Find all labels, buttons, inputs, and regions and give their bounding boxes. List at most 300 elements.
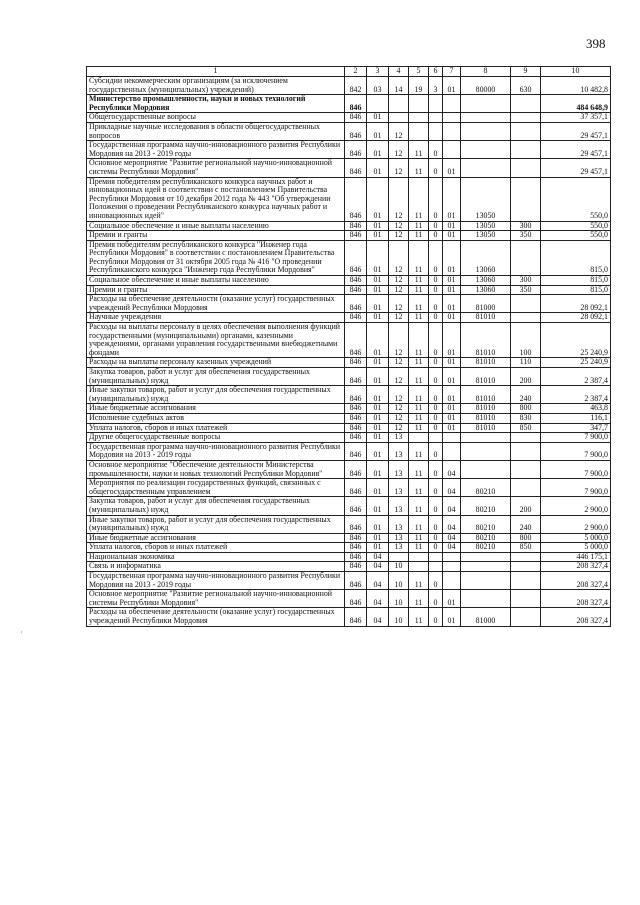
header-col-2: 2 xyxy=(345,67,367,77)
row-activity-code: 01 xyxy=(443,276,461,286)
row-subprogram-code: 0 xyxy=(429,386,443,404)
header-col-9: 9 xyxy=(511,67,541,77)
page-number: 398 xyxy=(586,36,606,51)
row-name: Мероприятия по реализации государственных функций, связанных с общегосударственным управлением xyxy=(87,479,345,497)
row-amount: 28 092,1 xyxy=(541,295,611,313)
row-ministry-code: 846 xyxy=(345,221,367,231)
row-amount: 550,0 xyxy=(541,231,611,241)
row-subprogram-code: 0 xyxy=(429,313,443,323)
row-amount: 25 240,9 xyxy=(541,323,611,358)
row-amount: 208 327,4 xyxy=(541,562,611,572)
budget-table-container xyxy=(86,66,611,627)
table-row xyxy=(87,240,611,275)
row-target-code: 80210 xyxy=(461,479,511,497)
row-target-code: 81010 xyxy=(461,313,511,323)
row-target-code xyxy=(461,590,511,608)
row-target-code xyxy=(461,442,511,460)
row-subprogram-code: 0 xyxy=(429,590,443,608)
table-row xyxy=(87,295,611,313)
row-amount: 7 900,0 xyxy=(541,433,611,443)
row-subprogram-code: 0 xyxy=(429,177,443,221)
row-activity-code: 01 xyxy=(443,423,461,433)
table-row xyxy=(87,590,611,608)
row-target-code xyxy=(461,433,511,443)
row-section-code: 04 xyxy=(367,552,389,562)
row-name: Министерство промышленности, науки и новых технологий Республики Мордовия xyxy=(87,95,345,113)
row-activity-code: 04 xyxy=(443,460,461,478)
row-expense-type-code: 630 xyxy=(511,77,541,95)
row-program-code: 11 xyxy=(409,141,429,159)
row-program-code: 11 xyxy=(409,323,429,358)
row-subsection-code: 13 xyxy=(389,543,409,553)
row-amount: 2 387,4 xyxy=(541,368,611,386)
row-section-code: 04 xyxy=(367,562,389,572)
row-activity-code: 01 xyxy=(443,358,461,368)
row-name: Национальная экономика xyxy=(87,552,345,562)
row-subprogram-code: 0 xyxy=(429,423,443,433)
row-expense-type-code xyxy=(511,122,541,140)
row-amount: 5 000,0 xyxy=(541,533,611,543)
row-name: Социальное обеспечение и иные выплаты населению xyxy=(87,221,345,231)
row-expense-type-code xyxy=(511,113,541,123)
row-ministry-code: 846 xyxy=(345,497,367,515)
row-ministry-code: 842 xyxy=(345,77,367,95)
row-subsection-code: 12 xyxy=(389,159,409,177)
table-row xyxy=(87,423,611,433)
table-row xyxy=(87,221,611,231)
row-activity-code: 04 xyxy=(443,479,461,497)
row-target-code xyxy=(461,572,511,590)
row-subprogram-code: 0 xyxy=(429,276,443,286)
row-ministry-code: 846 xyxy=(345,95,367,113)
row-ministry-code: 846 xyxy=(345,413,367,423)
table-row xyxy=(87,562,611,572)
row-expense-type-code xyxy=(511,562,541,572)
row-section-code: 03 xyxy=(367,77,389,95)
row-expense-type-code xyxy=(511,313,541,323)
table-row xyxy=(87,543,611,553)
row-program-code: 11 xyxy=(409,515,429,533)
row-subsection-code: 13 xyxy=(389,442,409,460)
row-target-code xyxy=(461,159,511,177)
row-amount: 208 327,4 xyxy=(541,572,611,590)
row-section-code: 01 xyxy=(367,231,389,241)
row-activity-code xyxy=(443,141,461,159)
row-ministry-code: 846 xyxy=(345,460,367,478)
row-name: Расходы на обеспечение деятельности (оказание услуг) государственных учреждений Республики Мордовия xyxy=(87,295,345,313)
table-row xyxy=(87,572,611,590)
row-subsection-code: 12 xyxy=(389,386,409,404)
row-target-code: 80000 xyxy=(461,77,511,95)
row-subprogram-code: 0 xyxy=(429,533,443,543)
row-program-code: 11 xyxy=(409,285,429,295)
row-subsection-code: 10 xyxy=(389,562,409,572)
row-target-code: 81010 xyxy=(461,368,511,386)
row-name: Закупка товаров, работ и услуг для обеспечения государственных (муниципальных) нужд xyxy=(87,497,345,515)
row-program-code xyxy=(409,562,429,572)
row-expense-type-code: 300 xyxy=(511,276,541,286)
row-subprogram-code: 3 xyxy=(429,77,443,95)
row-program-code: 11 xyxy=(409,221,429,231)
table-row xyxy=(87,358,611,368)
row-name: Уплата налогов, сборов и иных платежей xyxy=(87,423,345,433)
row-subsection-code: 13 xyxy=(389,433,409,443)
row-subsection-code: 12 xyxy=(389,323,409,358)
row-section-code: 01 xyxy=(367,479,389,497)
row-subsection-code: 10 xyxy=(389,572,409,590)
row-section-code: 01 xyxy=(367,323,389,358)
row-name: Закупка товаров, работ и услуг для обеспечения государственных (муниципальных) нужд xyxy=(87,368,345,386)
row-name: Расходы на выплаты персоналу в целях обеспечения выполнения функций государственными (муниципальными) органами, казенными учреждениями, органами управления государственными внебюджетными фондами xyxy=(87,323,345,358)
row-section-code: 01 xyxy=(367,177,389,221)
row-activity-code xyxy=(443,572,461,590)
table-row xyxy=(87,159,611,177)
row-ministry-code: 846 xyxy=(345,122,367,140)
row-ministry-code: 846 xyxy=(345,479,367,497)
row-ministry-code: 846 xyxy=(345,552,367,562)
row-program-code xyxy=(409,433,429,443)
row-subprogram-code: 0 xyxy=(429,240,443,275)
row-ministry-code: 846 xyxy=(345,295,367,313)
row-activity-code: 01 xyxy=(443,413,461,423)
row-expense-type-code: 350 xyxy=(511,231,541,241)
table-row xyxy=(87,231,611,241)
row-expense-type-code xyxy=(511,460,541,478)
row-subprogram-code: 0 xyxy=(429,572,443,590)
row-program-code xyxy=(409,95,429,113)
table-row xyxy=(87,533,611,543)
row-expense-type-code: 200 xyxy=(511,368,541,386)
row-ministry-code: 846 xyxy=(345,572,367,590)
row-ministry-code: 846 xyxy=(345,386,367,404)
row-ministry-code: 846 xyxy=(345,177,367,221)
row-program-code: 11 xyxy=(409,358,429,368)
table-row xyxy=(87,113,611,123)
row-section-code: 01 xyxy=(367,533,389,543)
row-activity-code: 01 xyxy=(443,177,461,221)
row-name: Премии и гранты xyxy=(87,231,345,241)
header-col-3: 3 xyxy=(367,67,389,77)
row-amount: 815,0 xyxy=(541,285,611,295)
row-program-code xyxy=(409,552,429,562)
row-section-code: 01 xyxy=(367,404,389,414)
row-target-code xyxy=(461,460,511,478)
row-expense-type-code xyxy=(511,590,541,608)
row-expense-type-code: 240 xyxy=(511,386,541,404)
row-section-code: 01 xyxy=(367,358,389,368)
row-amount: 815,0 xyxy=(541,240,611,275)
row-subsection-code: 12 xyxy=(389,285,409,295)
row-amount: 29 457,1 xyxy=(541,122,611,140)
table-row xyxy=(87,276,611,286)
row-subsection-code: 10 xyxy=(389,608,409,626)
row-program-code: 11 xyxy=(409,177,429,221)
row-amount: 2 900,0 xyxy=(541,515,611,533)
row-expense-type-code xyxy=(511,177,541,221)
header-col-7: 7 xyxy=(443,67,461,77)
row-program-code: 11 xyxy=(409,159,429,177)
row-section-code: 01 xyxy=(367,285,389,295)
row-target-code: 81010 xyxy=(461,386,511,404)
row-ministry-code: 846 xyxy=(345,368,367,386)
row-activity-code xyxy=(443,113,461,123)
table-row xyxy=(87,515,611,533)
row-amount: 10 482,8 xyxy=(541,77,611,95)
row-name: Государственная программа научно-инновационного развития Республики Мордовия на 2013 - 2019 годы xyxy=(87,141,345,159)
row-program-code: 11 xyxy=(409,231,429,241)
row-subsection-code: 13 xyxy=(389,515,409,533)
table-row xyxy=(87,497,611,515)
row-amount: 7 900,0 xyxy=(541,479,611,497)
row-activity-code: 04 xyxy=(443,533,461,543)
row-activity-code: 01 xyxy=(443,386,461,404)
row-amount: 7 900,0 xyxy=(541,442,611,460)
row-ministry-code: 846 xyxy=(345,608,367,626)
row-subsection-code: 12 xyxy=(389,221,409,231)
row-name: Иные бюджетные ассигнования xyxy=(87,404,345,414)
row-program-code: 11 xyxy=(409,276,429,286)
row-expense-type-code xyxy=(511,608,541,626)
row-subprogram-code: 0 xyxy=(429,543,443,553)
row-expense-type-code: 240 xyxy=(511,515,541,533)
row-activity-code: 01 xyxy=(443,240,461,275)
header-col-8: 8 xyxy=(461,67,511,77)
row-activity-code xyxy=(443,442,461,460)
row-ministry-code: 846 xyxy=(345,442,367,460)
row-program-code: 11 xyxy=(409,590,429,608)
row-subprogram-code: 0 xyxy=(429,442,443,460)
row-target-code: 81010 xyxy=(461,423,511,433)
row-target-code: 80210 xyxy=(461,533,511,543)
row-subsection-code: 12 xyxy=(389,141,409,159)
row-program-code: 11 xyxy=(409,313,429,323)
row-expense-type-code xyxy=(511,159,541,177)
row-activity-code: 01 xyxy=(443,285,461,295)
row-target-code: 81000 xyxy=(461,295,511,313)
row-expense-type-code: 800 xyxy=(511,533,541,543)
row-activity-code: 04 xyxy=(443,543,461,553)
row-subprogram-code: 0 xyxy=(429,221,443,231)
row-program-code: 11 xyxy=(409,413,429,423)
row-target-code: 81010 xyxy=(461,413,511,423)
row-section-code xyxy=(367,95,389,113)
table-row xyxy=(87,77,611,95)
row-ministry-code: 846 xyxy=(345,404,367,414)
row-ministry-code: 846 xyxy=(345,423,367,433)
row-target-code: 13050 xyxy=(461,221,511,231)
row-subprogram-code xyxy=(429,95,443,113)
row-program-code: 11 xyxy=(409,423,429,433)
row-section-code: 01 xyxy=(367,543,389,553)
row-subprogram-code xyxy=(429,433,443,443)
row-section-code: 01 xyxy=(367,515,389,533)
margin-mark: · xyxy=(20,628,23,637)
header-col-4: 4 xyxy=(389,67,409,77)
row-subsection-code: 12 xyxy=(389,423,409,433)
row-subprogram-code: 0 xyxy=(429,231,443,241)
row-expense-type-code: 850 xyxy=(511,543,541,553)
row-target-code: 13050 xyxy=(461,231,511,241)
row-target-code: 13060 xyxy=(461,285,511,295)
row-name: Премии и гранты xyxy=(87,285,345,295)
row-activity-code xyxy=(443,122,461,140)
row-target-code: 80210 xyxy=(461,543,511,553)
row-subprogram-code: 0 xyxy=(429,497,443,515)
row-name: Субсидии некоммерческим организациям (за исключением государственных (муниципальных) учреждений) xyxy=(87,77,345,95)
row-activity-code xyxy=(443,552,461,562)
header-col-6: 6 xyxy=(429,67,443,77)
row-expense-type-code: 830 xyxy=(511,413,541,423)
row-subsection-code: 12 xyxy=(389,240,409,275)
row-subsection-code: 12 xyxy=(389,313,409,323)
row-subsection-code: 12 xyxy=(389,295,409,313)
row-activity-code: 01 xyxy=(443,221,461,231)
row-expense-type-code: 200 xyxy=(511,497,541,515)
row-name: Общегосударственные вопросы xyxy=(87,113,345,123)
header-col-10: 10 xyxy=(541,67,611,77)
row-program-code: 11 xyxy=(409,240,429,275)
row-activity-code xyxy=(443,433,461,443)
row-section-code: 01 xyxy=(367,497,389,515)
row-expense-type-code: 800 xyxy=(511,404,541,414)
row-section-code: 01 xyxy=(367,313,389,323)
row-name: Исполнение судебных актов xyxy=(87,413,345,423)
row-target-code: 81010 xyxy=(461,404,511,414)
row-amount: 484 648,9 xyxy=(541,95,611,113)
row-subsection-code: 12 xyxy=(389,177,409,221)
row-target-code: 80210 xyxy=(461,515,511,533)
row-subprogram-code xyxy=(429,552,443,562)
row-program-code: 11 xyxy=(409,497,429,515)
row-program-code: 11 xyxy=(409,543,429,553)
row-expense-type-code xyxy=(511,141,541,159)
row-program-code: 11 xyxy=(409,368,429,386)
row-ministry-code: 846 xyxy=(345,285,367,295)
row-ministry-code: 846 xyxy=(345,543,367,553)
row-expense-type-code xyxy=(511,479,541,497)
row-amount: 29 457,1 xyxy=(541,159,611,177)
row-name: Расходы на обеспечение деятельности (оказание услуг) государственных учреждений Республики Мордовия xyxy=(87,608,345,626)
row-expense-type-code: 300 xyxy=(511,221,541,231)
row-ministry-code: 846 xyxy=(345,358,367,368)
row-subprogram-code: 0 xyxy=(429,608,443,626)
row-subsection-code: 12 xyxy=(389,231,409,241)
row-amount: 37 357,1 xyxy=(541,113,611,123)
row-subsection-code xyxy=(389,95,409,113)
row-name: Премия победителям республиканского конкурса "Инженер года Республики Мордовия" в соответствии с постановлением Правительства Республики Мордовия от 31 октября 2005 года № 416 "О проведении Республиканского конкурса "Инженер года Республики Мордовия" xyxy=(87,240,345,275)
header-row xyxy=(87,67,611,77)
row-section-code: 01 xyxy=(367,460,389,478)
row-target-code: 81000 xyxy=(461,608,511,626)
row-amount: 550,0 xyxy=(541,177,611,221)
row-activity-code: 01 xyxy=(443,159,461,177)
row-ministry-code: 846 xyxy=(345,533,367,543)
table-row xyxy=(87,141,611,159)
row-target-code: 81010 xyxy=(461,323,511,358)
row-ministry-code: 846 xyxy=(345,231,367,241)
row-activity-code: 01 xyxy=(443,404,461,414)
row-name: Научные учреждения xyxy=(87,313,345,323)
row-activity-code xyxy=(443,95,461,113)
table-row xyxy=(87,122,611,140)
row-subsection-code xyxy=(389,113,409,123)
row-ministry-code: 846 xyxy=(345,141,367,159)
row-subprogram-code: 0 xyxy=(429,460,443,478)
row-subsection-code: 13 xyxy=(389,533,409,543)
row-target-code: 13050 xyxy=(461,177,511,221)
row-name: Государственная программа научно-инновационного развития Республики Мордовия на 2013 - 2019 годы xyxy=(87,442,345,460)
row-subprogram-code: 0 xyxy=(429,358,443,368)
row-target-code xyxy=(461,141,511,159)
row-section-code: 01 xyxy=(367,295,389,313)
row-expense-type-code xyxy=(511,240,541,275)
row-program-code: 11 xyxy=(409,608,429,626)
row-amount: 463,8 xyxy=(541,404,611,414)
row-amount: 5 000,0 xyxy=(541,543,611,553)
row-subsection-code: 12 xyxy=(389,276,409,286)
row-name: Основное мероприятие "Развитие региональной научно-инновационной системы Республики Мордовия" xyxy=(87,590,345,608)
row-activity-code: 01 xyxy=(443,313,461,323)
row-program-code: 11 xyxy=(409,533,429,543)
row-amount: 25 240,9 xyxy=(541,358,611,368)
row-section-code: 04 xyxy=(367,572,389,590)
table-row xyxy=(87,608,611,626)
row-subsection-code: 13 xyxy=(389,479,409,497)
table-row xyxy=(87,413,611,423)
table-row xyxy=(87,368,611,386)
row-subprogram-code: 0 xyxy=(429,368,443,386)
row-name: Иные закупки товаров, работ и услуг для обеспечения государственных (муниципальных) нужд xyxy=(87,386,345,404)
row-expense-type-code xyxy=(511,552,541,562)
row-target-code: 80210 xyxy=(461,497,511,515)
row-activity-code: 04 xyxy=(443,515,461,533)
row-section-code: 01 xyxy=(367,113,389,123)
row-subsection-code: 13 xyxy=(389,497,409,515)
row-ministry-code: 846 xyxy=(345,276,367,286)
row-subprogram-code: 0 xyxy=(429,323,443,358)
row-subsection-code: 12 xyxy=(389,404,409,414)
row-section-code: 01 xyxy=(367,276,389,286)
table-row xyxy=(87,323,611,358)
row-name: Прикладные научные исследования в области общегосударственных вопросов xyxy=(87,122,345,140)
row-name: Иные бюджетные ассигнования xyxy=(87,533,345,543)
row-ministry-code: 846 xyxy=(345,515,367,533)
row-target-code xyxy=(461,552,511,562)
row-ministry-code: 846 xyxy=(345,313,367,323)
row-section-code: 04 xyxy=(367,590,389,608)
row-program-code: 11 xyxy=(409,572,429,590)
table-row xyxy=(87,433,611,443)
row-subprogram-code: 0 xyxy=(429,413,443,423)
row-expense-type-code: 100 xyxy=(511,323,541,358)
row-target-code: 13060 xyxy=(461,240,511,275)
table-row xyxy=(87,285,611,295)
row-amount: 446 175,1 xyxy=(541,552,611,562)
row-subsection-code: 12 xyxy=(389,122,409,140)
row-target-code xyxy=(461,562,511,572)
row-section-code: 01 xyxy=(367,433,389,443)
row-amount: 208 327,4 xyxy=(541,590,611,608)
row-subprogram-code: 0 xyxy=(429,141,443,159)
row-activity-code: 04 xyxy=(443,497,461,515)
row-section-code: 01 xyxy=(367,386,389,404)
row-subprogram-code: 0 xyxy=(429,285,443,295)
row-amount: 815,0 xyxy=(541,276,611,286)
row-section-code: 01 xyxy=(367,368,389,386)
row-subprogram-code: 0 xyxy=(429,295,443,313)
row-section-code: 01 xyxy=(367,141,389,159)
row-activity-code: 01 xyxy=(443,295,461,313)
